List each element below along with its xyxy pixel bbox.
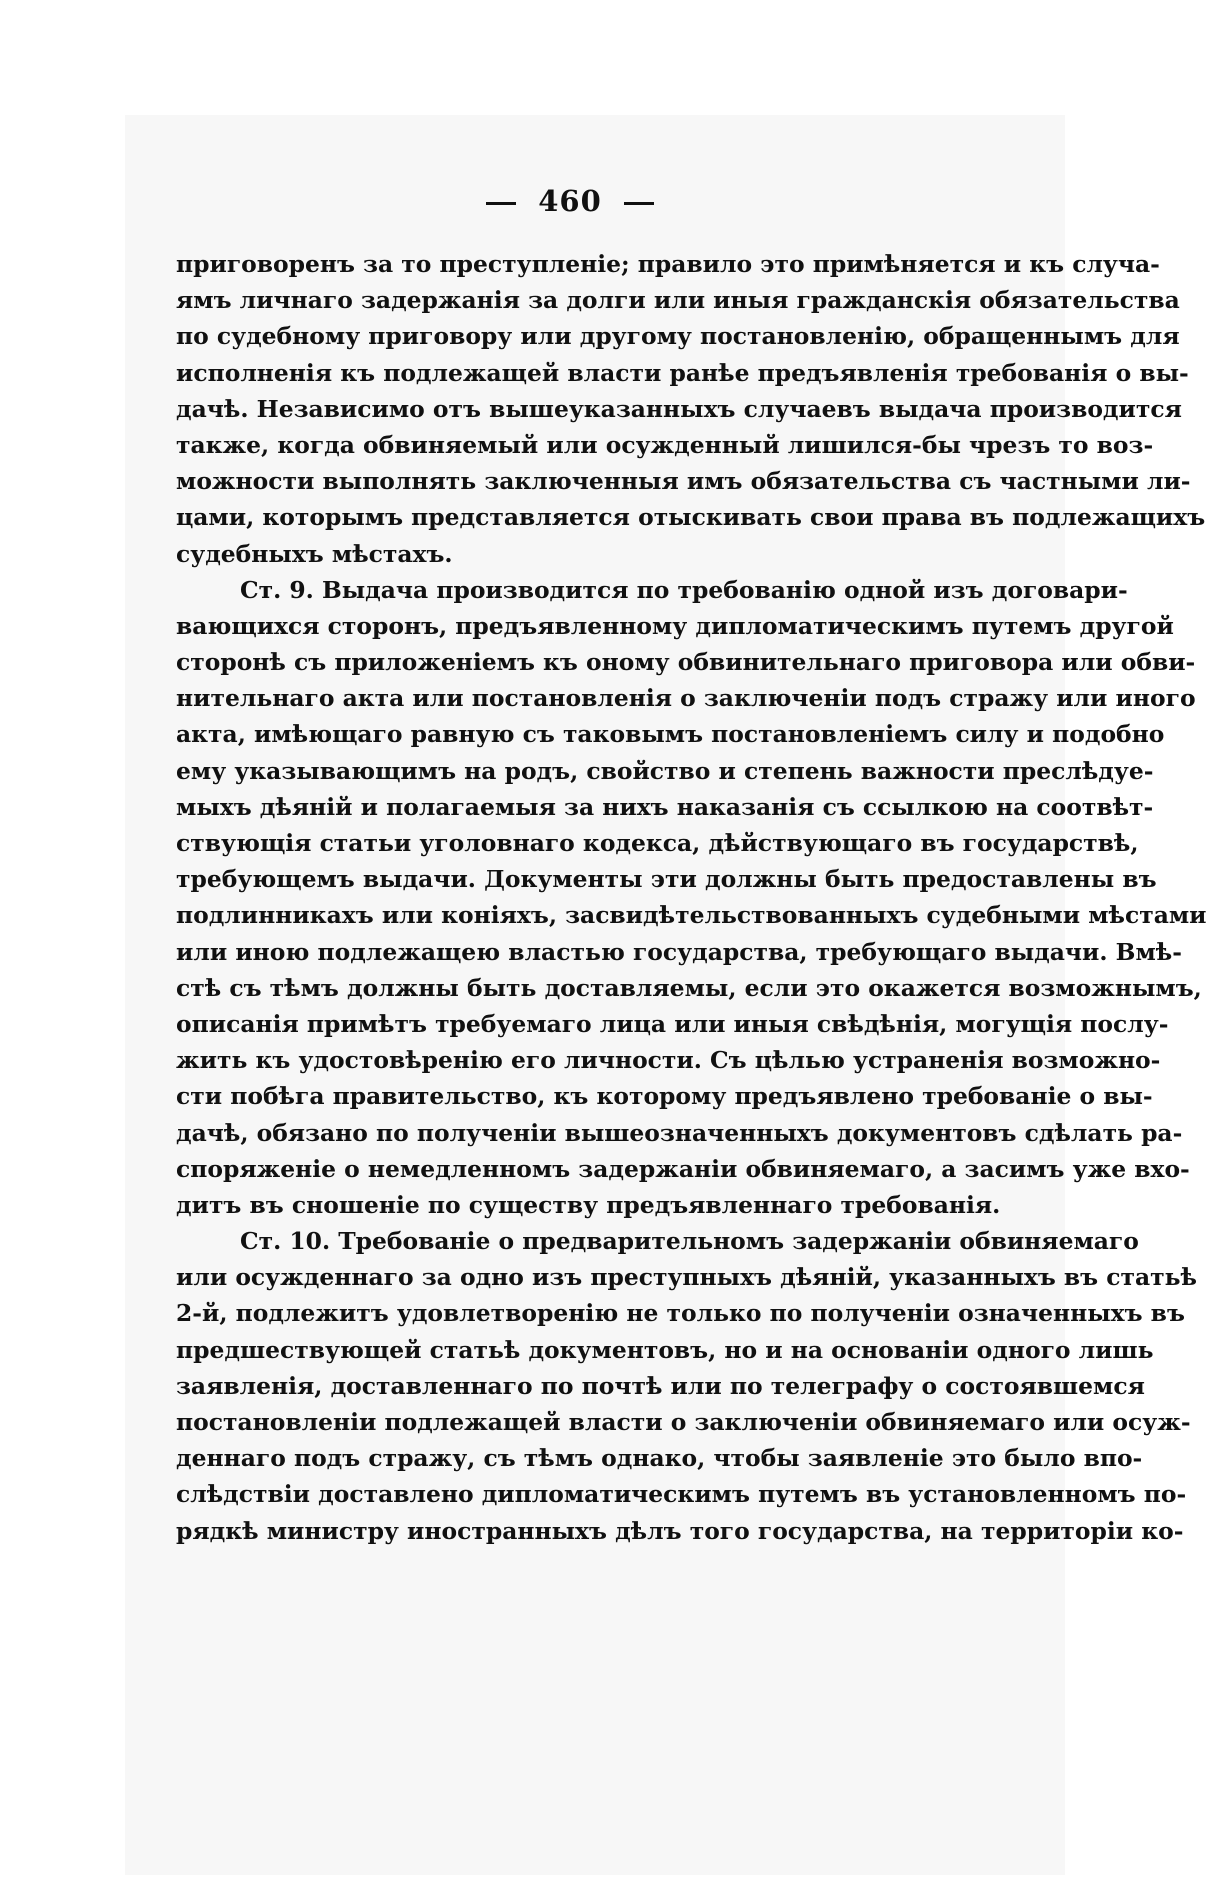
body-text xyxy=(176,246,1207,1549)
text-line: заявленія, доставленнаго по почтѣ или по телеграфу о состоявшемся xyxy=(176,1371,1145,1400)
text-line: ему указывающимъ на родъ, свойство и степень важности преслѣдуе- xyxy=(176,756,1154,785)
text-line: стѣ съ тѣмъ должны быть доставляемы, если это окажется возможнымъ, xyxy=(176,973,1202,1002)
page-number: 460 xyxy=(538,184,602,218)
text-line: дачѣ, обязано по полученіи вышеозначенныхъ документовъ сдѣлать ра- xyxy=(176,1118,1183,1147)
text-line: можности выполнять заключенныя имъ обязательства съ частными ли- xyxy=(176,467,1191,496)
text-line: акта, имѣющаго равную съ таковымъ постановленіемъ силу и подобно xyxy=(176,720,1165,749)
text-line: ямъ личнаго задержанія за долги или иныя гражданскія обязательства xyxy=(176,286,1180,315)
text-line: дитъ въ сношеніе по существу предъявленнаго требованія. xyxy=(176,1190,1001,1219)
text-line: слѣдствіи доставлено дипломатическимъ путемъ въ установленномъ по- xyxy=(176,1480,1187,1509)
text-line: судебныхъ мѣстахъ. xyxy=(176,539,453,568)
text-line: предшествующей статьѣ документовъ, но и на основаніи одного лишь xyxy=(176,1335,1154,1364)
text-line: сти побѣга правительство, къ которому предъявлено требованіе о вы- xyxy=(176,1082,1153,1111)
page-number-dash-left xyxy=(486,202,516,205)
text-line: деннаго подъ стражу, съ тѣмъ однако, чтобы заявленіе это было впо- xyxy=(176,1444,1143,1473)
text-line: мыхъ дѣяній и полагаемыя за нихъ наказанія съ ссылкою на соотвѣт- xyxy=(176,792,1154,821)
text-line: 2-й, подлежитъ удовлетворенію не только по полученіи означенныхъ въ xyxy=(176,1299,1185,1328)
text-line: постановленіи подлежащей власти о заключеніи обвиняемаго или осуж- xyxy=(176,1408,1191,1436)
paragraph xyxy=(176,1223,1197,1549)
paragraph xyxy=(176,246,1206,572)
text-line: цами, которымъ представляется отыскивать свои права въ подлежащихъ xyxy=(176,503,1206,532)
text-line: ствующія статьи уголовнаго кодекса, дѣйствующаго въ государствѣ, xyxy=(176,829,1139,857)
text-line: приговоренъ за то преступленіе; правило это примѣняется и къ случа- xyxy=(176,250,1160,278)
text-line: Ст. 10. Требованіе о предварительномъ задержаніи обвиняемаго xyxy=(240,1227,1139,1256)
text-line: Ст. 9. Выдача производится по требованію одной изъ договари- xyxy=(240,575,1128,604)
text-line: подлинникахъ или коніяхъ, засвидѣтельствованныхъ судебными мѣстами xyxy=(176,901,1207,930)
text-line: споряженіе о немедленномъ задержаніи обвиняемаго, а засимъ уже вхо- xyxy=(176,1154,1190,1183)
text-line: или иною подлежащею властью государства, требующаго выдачи. Вмѣ- xyxy=(176,937,1182,966)
page-number-header xyxy=(0,184,1140,218)
text-line: описанія примѣтъ требуемаго лица или иныя свѣдѣнія, могущія послу- xyxy=(176,1009,1169,1038)
text-line: исполненія къ подлежащей власти ранѣе предъявленія требованія о вы- xyxy=(176,358,1189,387)
text-line: также, когда обвиняемый или осужденный лишился-бы чрезъ то воз- xyxy=(176,430,1154,459)
text-line: сторонѣ съ приложеніемъ къ оному обвинительнаго приговора или обви- xyxy=(176,648,1196,677)
page-number-dash-right xyxy=(624,202,654,205)
text-line: дачѣ. Независимо отъ вышеуказанныхъ случаевъ выдача производится xyxy=(176,394,1182,423)
text-line: рядкѣ министру иностранныхъ дѣлъ того государства, на территоріи ко- xyxy=(176,1516,1184,1545)
text-line: требующемъ выдачи. Документы эти должны быть предоставлены въ xyxy=(176,865,1157,894)
text-line: жить къ удостовѣренію его личности. Съ цѣлью устраненія возможно- xyxy=(176,1046,1161,1075)
paragraph xyxy=(176,572,1207,1223)
text-line: нительнаго акта или постановленія о заключеніи подъ стражу или иного xyxy=(176,684,1196,713)
text-line: по судебному приговору или другому постановленію, обращеннымъ для xyxy=(176,322,1180,351)
text-line: вающихся сторонъ, предъявленному дипломатическимъ путемъ другой xyxy=(176,611,1174,640)
text-line: или осужденнаго за одно изъ преступныхъ дѣяній, указанныхъ въ статьѣ xyxy=(176,1263,1197,1292)
